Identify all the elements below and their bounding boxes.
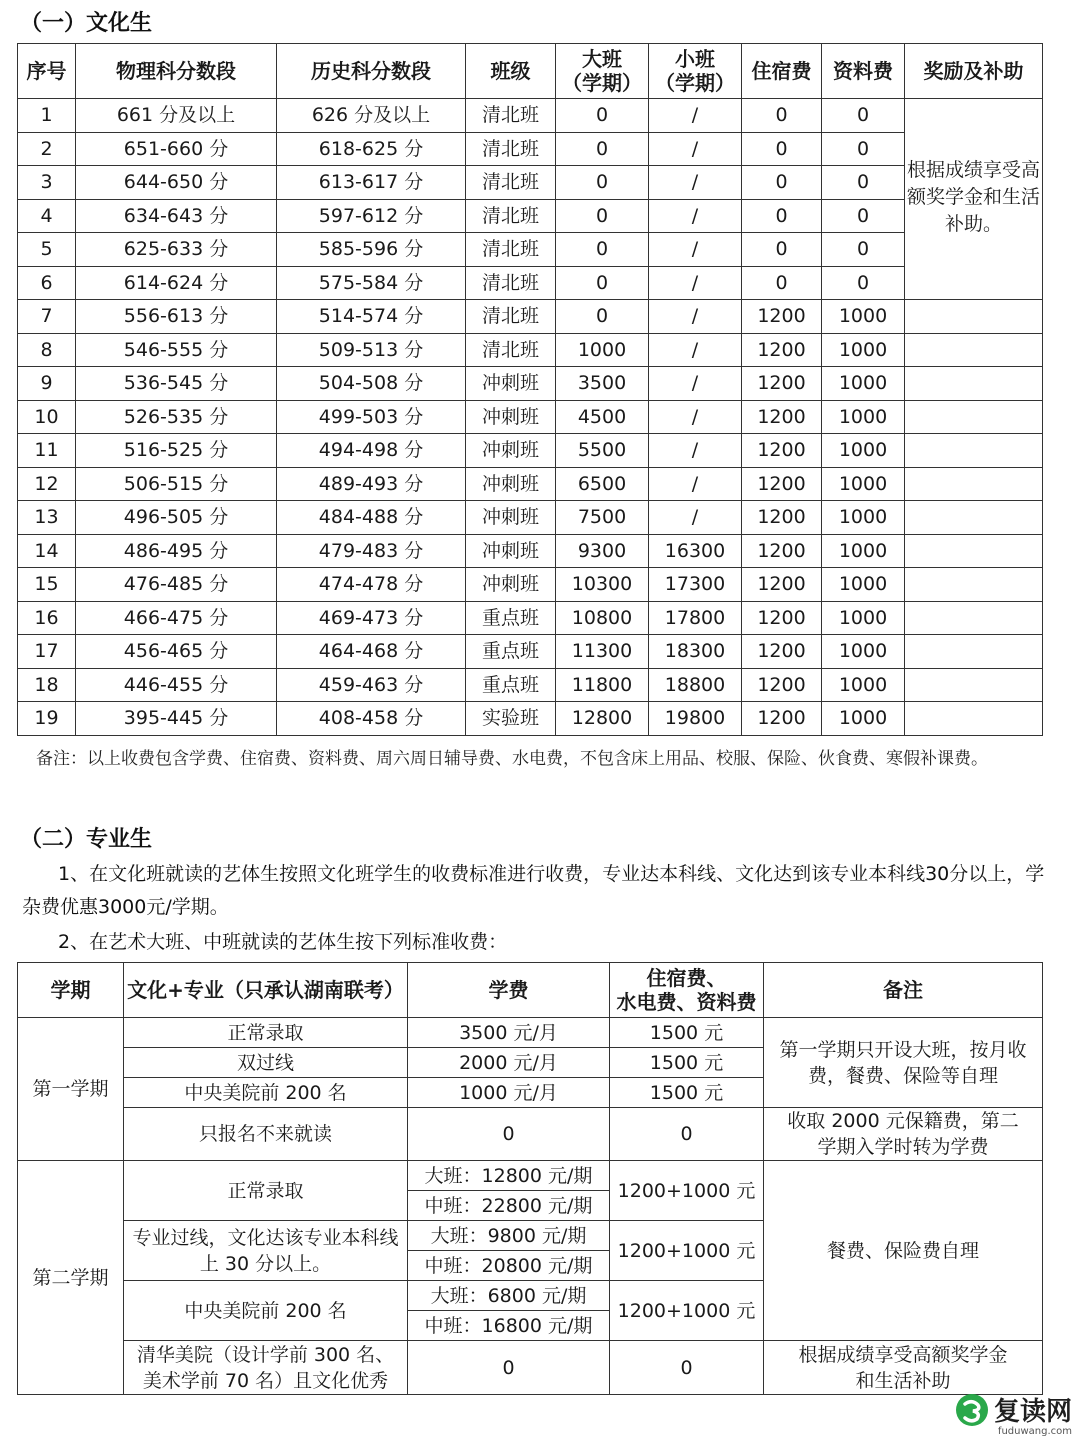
class-type: 清北班 — [466, 99, 556, 133]
table-row — [18, 702, 1043, 736]
big-class-fee: 12800 — [556, 702, 649, 736]
term1-tuition: 3500 元/月 — [408, 1018, 610, 1048]
history-score: 626 分及以上 — [277, 99, 466, 133]
row-index: 5 — [18, 233, 76, 267]
small-class-fee: 18800 — [649, 668, 742, 702]
term1-category: 只报名不来就读 — [124, 1108, 408, 1161]
lodging-fee: 1200 — [742, 534, 822, 568]
lodging-fee: 0 — [742, 199, 822, 233]
table-row — [18, 367, 1043, 401]
big-class-fee: 0 — [556, 300, 649, 334]
section1-remark: 备注：以上收费包含学费、住宿费、资料费、周六周日辅导费、水电费，不包含床上用品、校服、保险、伙食费、寒假补课费。 — [36, 749, 988, 769]
material-fee: 1000 — [822, 300, 905, 334]
term2-category: 专业过线，文化达该专业本科线上 30 分以上。 — [124, 1221, 408, 1281]
lodging-fee: 1200 — [742, 400, 822, 434]
lodging-fee: 0 — [742, 166, 822, 200]
term1-note-a: 第一学期只开设大班，按月收费，餐费、保险等自理 — [764, 1018, 1043, 1108]
term1-category: 正常录取 — [124, 1018, 408, 1048]
big-class-fee: 3500 — [556, 367, 649, 401]
term1-tuition: 0 — [408, 1108, 610, 1161]
big-class-fee: 6500 — [556, 467, 649, 501]
small-class-fee: / — [649, 467, 742, 501]
lodging-fee: 1200 — [742, 635, 822, 669]
class-type: 冲刺班 — [466, 367, 556, 401]
lodging-fee: 1200 — [742, 702, 822, 736]
row-index: 3 — [18, 166, 76, 200]
history-score: 469-473 分 — [277, 601, 466, 635]
small-class-fee: 17300 — [649, 568, 742, 602]
history-score: 575-584 分 — [277, 266, 466, 300]
row-index: 17 — [18, 635, 76, 669]
physics-score: 644-650 分 — [76, 166, 277, 200]
physics-score: 395-445 分 — [76, 702, 277, 736]
term2-tuition: 0 — [408, 1341, 610, 1395]
small-class-fee: / — [649, 333, 742, 367]
art-student-fee-table — [17, 962, 1043, 1395]
class-type: 实验班 — [466, 702, 556, 736]
site-watermark — [955, 1391, 1072, 1437]
term2-tuition-big: 大班：12800 元/期 — [408, 1161, 610, 1191]
small-class-fee: / — [649, 367, 742, 401]
class-type: 清北班 — [466, 233, 556, 267]
term2-tuition-big: 大班：6800 元/期 — [408, 1281, 610, 1311]
physics-score: 634-643 分 — [76, 199, 277, 233]
term1-tuition: 2000 元/月 — [408, 1048, 610, 1078]
small-class-fee: / — [649, 400, 742, 434]
table-row — [18, 99, 1043, 133]
big-class-fee: 0 — [556, 132, 649, 166]
term2-category: 中央美院前 200 名 — [124, 1281, 408, 1341]
big-class-fee: 5500 — [556, 434, 649, 468]
history-score: 597-612 分 — [277, 199, 466, 233]
small-class-fee: 17800 — [649, 601, 742, 635]
table-row — [18, 400, 1043, 434]
term2-tuition-big: 大班：9800 元/期 — [408, 1221, 610, 1251]
small-class-fee: / — [649, 434, 742, 468]
table-row — [18, 467, 1043, 501]
physics-score: 614-624 分 — [76, 266, 277, 300]
lodging-fee: 1200 — [742, 333, 822, 367]
lodging-fee: 1200 — [742, 568, 822, 602]
small-class-fee: / — [649, 266, 742, 300]
table-row — [18, 1108, 1043, 1161]
table-row — [18, 668, 1043, 702]
col-header-fees: 住宿费、 水电费、资料费 — [610, 963, 764, 1018]
row-index: 15 — [18, 568, 76, 602]
row-index: 10 — [18, 400, 76, 434]
physics-score: 486-495 分 — [76, 534, 277, 568]
col-header-reward: 奖励及补助 — [905, 44, 1043, 99]
big-class-fee: 0 — [556, 166, 649, 200]
big-class-fee: 9300 — [556, 534, 649, 568]
small-class-fee: 18300 — [649, 635, 742, 669]
material-fee: 1000 — [822, 534, 905, 568]
class-type: 清北班 — [466, 166, 556, 200]
history-score: 499-503 分 — [277, 400, 466, 434]
material-fee: 1000 — [822, 501, 905, 535]
lodging-fee: 1200 — [742, 367, 822, 401]
big-class-fee: 11800 — [556, 668, 649, 702]
table-row — [18, 1161, 1043, 1191]
reward-empty-cell — [905, 601, 1043, 635]
term2-fee: 0 — [610, 1341, 764, 1395]
col-header-big-class: 大班 （学期） — [556, 44, 649, 99]
big-class-fee: 0 — [556, 99, 649, 133]
table-row — [18, 333, 1043, 367]
row-index: 19 — [18, 702, 76, 736]
small-class-fee: / — [649, 501, 742, 535]
lodging-fee: 1200 — [742, 300, 822, 334]
table-row — [18, 534, 1043, 568]
physics-score: 526-535 分 — [76, 400, 277, 434]
term1-fee: 0 — [610, 1108, 764, 1161]
big-class-fee: 11300 — [556, 635, 649, 669]
table-row — [18, 233, 1043, 267]
big-class-fee: 10300 — [556, 568, 649, 602]
row-index: 13 — [18, 501, 76, 535]
lodging-fee: 1200 — [742, 601, 822, 635]
history-score: 494-498 分 — [277, 434, 466, 468]
class-type: 冲刺班 — [466, 534, 556, 568]
class-type: 重点班 — [466, 668, 556, 702]
reward-empty-cell — [905, 668, 1043, 702]
table-row — [18, 501, 1043, 535]
reward-empty-cell — [905, 467, 1043, 501]
section1-heading: （一）文化生 — [20, 11, 153, 36]
table-row — [18, 199, 1043, 233]
physics-score: 506-515 分 — [76, 467, 277, 501]
row-index: 12 — [18, 467, 76, 501]
physics-score: 476-485 分 — [76, 568, 277, 602]
physics-score: 546-555 分 — [76, 333, 277, 367]
row-index: 9 — [18, 367, 76, 401]
physics-score: 651-660 分 — [76, 132, 277, 166]
material-fee: 1000 — [822, 668, 905, 702]
reward-empty-cell — [905, 400, 1043, 434]
row-index: 6 — [18, 266, 76, 300]
table-row — [18, 635, 1043, 669]
small-class-fee: / — [649, 166, 742, 200]
material-fee: 1000 — [822, 333, 905, 367]
term2-note-b: 根据成绩享受高额奖学金和生活补助 — [764, 1341, 1043, 1395]
class-type: 清北班 — [466, 266, 556, 300]
table-row — [18, 1341, 1043, 1395]
small-class-fee: / — [649, 233, 742, 267]
material-fee: 1000 — [822, 400, 905, 434]
term2-tuition-mid: 中班：22800 元/期 — [408, 1191, 610, 1221]
row-index: 11 — [18, 434, 76, 468]
class-type: 重点班 — [466, 635, 556, 669]
history-score: 509-513 分 — [277, 333, 466, 367]
class-type: 冲刺班 — [466, 400, 556, 434]
col-header-material-fee: 资料费 — [822, 44, 905, 99]
reward-empty-cell — [905, 434, 1043, 468]
reward-empty-cell — [905, 333, 1043, 367]
table-header-row — [18, 963, 1043, 1018]
class-type: 清北班 — [466, 132, 556, 166]
lodging-fee: 0 — [742, 266, 822, 300]
col-header-lodging-fee: 住宿费 — [742, 44, 822, 99]
material-fee: 0 — [822, 166, 905, 200]
col-header-small-class: 小班 （学期） — [649, 44, 742, 99]
history-score: 479-483 分 — [277, 534, 466, 568]
reward-empty-cell — [905, 568, 1043, 602]
term2-fee: 1200+1000 元 — [610, 1281, 764, 1341]
class-type: 清北班 — [466, 333, 556, 367]
table-row — [18, 568, 1043, 602]
term1-category: 双过线 — [124, 1048, 408, 1078]
class-type: 重点班 — [466, 601, 556, 635]
section2-heading: （二）专业生 — [20, 827, 153, 852]
reward-empty-cell — [905, 635, 1043, 669]
class-type: 清北班 — [466, 300, 556, 334]
col-header-index: 序号 — [18, 44, 76, 99]
term1-fee: 1500 元 — [610, 1018, 764, 1048]
material-fee: 1000 — [822, 568, 905, 602]
history-score: 504-508 分 — [277, 367, 466, 401]
small-class-fee: / — [649, 99, 742, 133]
term2-category: 清华美院（设计学前 300 名、美术学前 70 名）且文化优秀 — [124, 1341, 408, 1395]
col-header-category: 文化+专业（只承认湖南联考） — [124, 963, 408, 1018]
big-class-fee: 0 — [556, 266, 649, 300]
col-header-class: 班级 — [466, 44, 556, 99]
material-fee: 0 — [822, 199, 905, 233]
material-fee: 1000 — [822, 702, 905, 736]
table-row — [18, 300, 1043, 334]
history-score: 514-574 分 — [277, 300, 466, 334]
term2-label: 第二学期 — [18, 1161, 124, 1395]
row-index: 18 — [18, 668, 76, 702]
term2-fee: 1200+1000 元 — [610, 1221, 764, 1281]
material-fee: 1000 — [822, 434, 905, 468]
section2-paragraph-1: 1、在文化班就读的艺体生按照文化班学生的收费标准进行收费，专业达本科线、文化达到该专业本科线30分以上，学杂费优惠3000元/学期。 — [22, 863, 1045, 918]
big-class-fee: 1000 — [556, 333, 649, 367]
term1-fee: 1500 元 — [610, 1078, 764, 1108]
term2-note-a: 餐费、保险费自理 — [764, 1161, 1043, 1341]
col-header-note: 备注 — [764, 963, 1043, 1018]
physics-score: 446-455 分 — [76, 668, 277, 702]
small-class-fee: 19800 — [649, 702, 742, 736]
class-type: 冲刺班 — [466, 434, 556, 468]
small-class-fee: / — [649, 199, 742, 233]
term2-fee: 1200+1000 元 — [610, 1161, 764, 1221]
history-score: 459-463 分 — [277, 668, 466, 702]
table-row — [18, 132, 1043, 166]
term2-tuition-mid: 中班：16800 元/期 — [408, 1311, 610, 1341]
reward-empty-cell — [905, 534, 1043, 568]
row-index: 1 — [18, 99, 76, 133]
table-row — [18, 1018, 1043, 1048]
class-type: 冲刺班 — [466, 467, 556, 501]
history-score: 613-617 分 — [277, 166, 466, 200]
history-score: 585-596 分 — [277, 233, 466, 267]
term2-tuition-mid: 中班：20800 元/期 — [408, 1251, 610, 1281]
big-class-fee: 0 — [556, 199, 649, 233]
material-fee: 0 — [822, 132, 905, 166]
physics-score: 516-525 分 — [76, 434, 277, 468]
col-header-tuition: 学费 — [408, 963, 610, 1018]
material-fee: 0 — [822, 99, 905, 133]
row-index: 8 — [18, 333, 76, 367]
class-type: 冲刺班 — [466, 501, 556, 535]
small-class-fee: / — [649, 300, 742, 334]
class-type: 冲刺班 — [466, 568, 556, 602]
history-score: 408-458 分 — [277, 702, 466, 736]
physics-score: 556-613 分 — [76, 300, 277, 334]
lodging-fee: 0 — [742, 99, 822, 133]
history-score: 484-488 分 — [277, 501, 466, 535]
table-row — [18, 601, 1043, 635]
table-header-row — [18, 44, 1043, 99]
small-class-fee: 16300 — [649, 534, 742, 568]
history-score: 474-478 分 — [277, 568, 466, 602]
physics-score: 456-465 分 — [76, 635, 277, 669]
col-header-history-score: 历史科分数段 — [277, 44, 466, 99]
table-row — [18, 166, 1043, 200]
reward-empty-cell — [905, 702, 1043, 736]
big-class-fee: 0 — [556, 233, 649, 267]
term1-tuition: 1000 元/月 — [408, 1078, 610, 1108]
history-score: 618-625 分 — [277, 132, 466, 166]
term1-note-b: 收取 2000 元保籍费，第二学期入学时转为学费 — [764, 1108, 1043, 1161]
small-class-fee: / — [649, 132, 742, 166]
history-score: 464-468 分 — [277, 635, 466, 669]
row-index: 14 — [18, 534, 76, 568]
big-class-fee: 10800 — [556, 601, 649, 635]
material-fee: 1000 — [822, 467, 905, 501]
term1-label: 第一学期 — [18, 1018, 124, 1161]
row-index: 4 — [18, 199, 76, 233]
lodging-fee: 1200 — [742, 668, 822, 702]
reward-empty-cell — [905, 367, 1043, 401]
material-fee: 1000 — [822, 635, 905, 669]
reward-empty-cell — [905, 300, 1043, 334]
material-fee: 1000 — [822, 601, 905, 635]
watermark-subtitle: fuduwang.com — [997, 1426, 1072, 1437]
row-index: 2 — [18, 132, 76, 166]
lodging-fee: 1200 — [742, 434, 822, 468]
physics-score: 496-505 分 — [76, 501, 277, 535]
logo-icon — [955, 1393, 989, 1427]
physics-score: 625-633 分 — [76, 233, 277, 267]
watermark-title: 复读网 — [993, 1397, 1072, 1427]
term2-category: 正常录取 — [124, 1161, 408, 1221]
material-fee: 1000 — [822, 367, 905, 401]
lodging-fee: 0 — [742, 233, 822, 267]
col-header-term: 学期 — [18, 963, 124, 1018]
section2-paragraph-2: 2、在艺术大班、中班就读的艺体生按下列标准收费： — [58, 931, 508, 953]
physics-score: 466-475 分 — [76, 601, 277, 635]
lodging-fee: 1200 — [742, 467, 822, 501]
term1-category: 中央美院前 200 名 — [124, 1078, 408, 1108]
lodging-fee: 1200 — [742, 501, 822, 535]
big-class-fee: 4500 — [556, 400, 649, 434]
physics-score: 661 分及以上 — [76, 99, 277, 133]
class-type: 清北班 — [466, 199, 556, 233]
col-header-physics-score: 物理科分数段 — [76, 44, 277, 99]
big-class-fee: 7500 — [556, 501, 649, 535]
row-index: 16 — [18, 601, 76, 635]
term1-fee: 1500 元 — [610, 1048, 764, 1078]
physics-score: 536-545 分 — [76, 367, 277, 401]
table-row — [18, 434, 1043, 468]
material-fee: 0 — [822, 266, 905, 300]
history-score: 489-493 分 — [277, 467, 466, 501]
lodging-fee: 0 — [742, 132, 822, 166]
reward-empty-cell — [905, 501, 1043, 535]
culture-fee-table — [17, 43, 1043, 736]
table-row — [18, 266, 1043, 300]
reward-note: 根据成绩享受高额奖学金和生活补助。 — [905, 99, 1043, 300]
material-fee: 0 — [822, 233, 905, 267]
row-index: 7 — [18, 300, 76, 334]
